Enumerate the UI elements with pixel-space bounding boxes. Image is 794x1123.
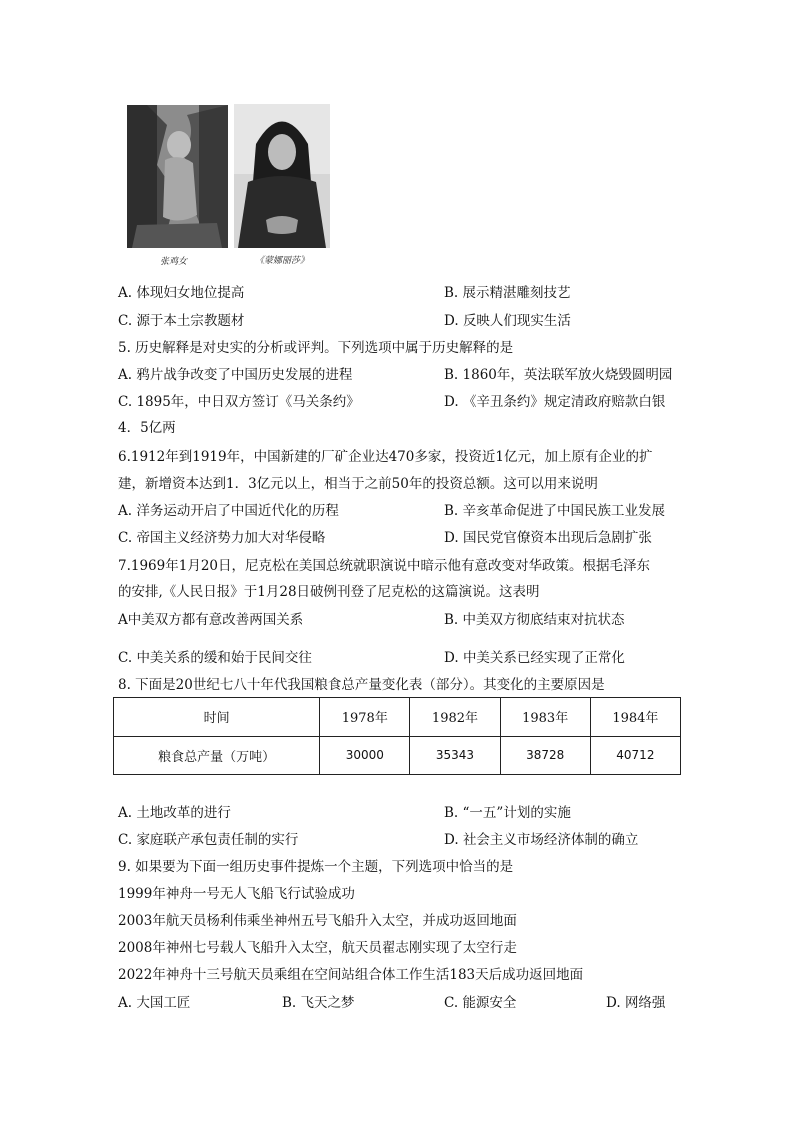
q9-option-b[interactable] [282, 991, 355, 1011]
option-label: A. [118, 367, 133, 383]
option-text: 帝国主义经济势力加大对华侵略 [136, 530, 326, 546]
option-text: 反映人们现实生活 [462, 313, 571, 329]
q7-option-c[interactable] [118, 646, 312, 666]
mona-lisa-photo [234, 104, 330, 248]
table-cell: 40712 [590, 736, 680, 775]
option-label: A. [118, 503, 133, 519]
q6-option-c[interactable] [118, 526, 325, 546]
q9-event: 2003年航天员杨利伟乘坐神州五号飞船升入太空，并成功返回地面 [118, 913, 517, 929]
grain-output-table [113, 697, 681, 775]
table-header-cell: 1982年 [410, 698, 500, 737]
q7-stem-line2: 的安排,《人民日报》于1月28日破例刊登了尼克松的这篇演说。这表明 [118, 584, 540, 600]
option-label: A. [118, 995, 133, 1011]
q4-option-b[interactable] [444, 281, 571, 301]
q8-option-b[interactable] [444, 801, 571, 821]
table-header-cell: 1983年 [500, 698, 590, 737]
q9-event: 2008年神州七号载人飞船升入太空，航天员翟志刚实现了太空行走 [118, 940, 517, 956]
option-text: 《辛丑条约》规定清政府赔款白银 [462, 394, 666, 410]
option-label: C. [118, 530, 133, 546]
option-text: 辛亥革命促进了中国民族工业发展 [462, 503, 666, 519]
q9-event: 1999年神舟一号无人飞船飞行试验成功 [118, 886, 355, 902]
option-label: C. [444, 995, 459, 1011]
table-row [114, 736, 681, 775]
q5-option-d-wrap: 4．5亿两 [118, 420, 176, 436]
option-label: B. [444, 367, 459, 383]
q7-option-b[interactable] [444, 608, 625, 628]
option-text: “一五”计划的实施 [462, 805, 571, 821]
q7-option-a[interactable] [118, 608, 303, 628]
q9-option-a[interactable] [118, 991, 190, 1011]
q9-option-d[interactable] [606, 991, 665, 1011]
q8-option-d[interactable] [444, 828, 638, 848]
option-label: C. [118, 394, 133, 410]
q4-option-d[interactable] [444, 309, 571, 329]
option-text: 1860年，英法联军放火烧毁圆明园 [462, 367, 673, 383]
table-cell: 38728 [500, 736, 590, 775]
q9-event: 2022年神舟十三号航天员乘组在空间站组合体工作生活183天后成功返回地面 [118, 967, 584, 983]
statue-caption: 张鸡女 [160, 257, 188, 267]
q4-option-a[interactable] [118, 281, 244, 301]
q6-option-a[interactable] [118, 499, 339, 519]
option-text: 中美双方彻底结束对抗状态 [462, 612, 625, 628]
option-text: 体现妇女地位提高 [136, 285, 245, 301]
q6-option-d[interactable] [444, 526, 652, 546]
option-text: 1895年，中日双方签订《马关条约》 [136, 394, 360, 410]
q6-option-b[interactable] [444, 499, 665, 519]
option-text: 展示精湛雕刻技艺 [462, 285, 571, 301]
option-label: B. [444, 285, 459, 301]
option-label: B. [282, 995, 297, 1011]
option-label: C. [118, 313, 133, 329]
q4-option-c[interactable] [118, 309, 244, 329]
q5-option-d[interactable] [444, 390, 665, 410]
q7-stem-line1: 7.1969年1月20日，尼克松在美国总统就职演说中暗示他有意改变对华政策。根据毛泽东 [118, 558, 651, 574]
option-text: 国民党官僚资本出现后急剧扩张 [462, 530, 652, 546]
table-cell: 粮食总产量（万吨） [114, 736, 320, 775]
option-label: D. [444, 394, 459, 410]
table-header-row [114, 698, 681, 737]
table-header-cell: 时间 [114, 698, 320, 737]
option-label: B. [444, 612, 459, 628]
q7-option-d[interactable] [444, 646, 625, 666]
table-header-cell: 1978年 [320, 698, 410, 737]
option-label: C. [118, 832, 133, 848]
option-text: 中美关系已经实现了正常化 [462, 650, 625, 666]
option-text: 大国工匠 [136, 995, 191, 1011]
option-text: 鸦片战争改变了中国历史发展的进程 [136, 367, 353, 383]
option-label: D. [444, 832, 459, 848]
option-label: C. [118, 650, 133, 666]
option-text: 洋务运动开启了中国近代化的历程 [136, 503, 339, 519]
option-label: A. [118, 805, 133, 821]
option-text: 家庭联产承包责任制的实行 [136, 832, 299, 848]
option-label: B. [444, 805, 459, 821]
option-text: 土地改革的进行 [136, 805, 231, 821]
option-label: D. [444, 313, 459, 329]
option-label: D. [606, 995, 621, 1011]
option-label: D. [444, 530, 459, 546]
table-header-cell: 1984年 [590, 698, 680, 737]
option-label: B. [444, 503, 459, 519]
option-label: A. [118, 285, 133, 301]
q5-option-c[interactable] [118, 390, 360, 410]
q6-stem-line1: 6.1912年到1919年，中国新建的厂矿企业达470多家，投资近1亿元，加上原有企业的扩 [118, 449, 653, 465]
option-text: 网络强 [624, 995, 666, 1011]
q5-option-b[interactable] [444, 363, 672, 383]
option-text: 源于本土宗教题材 [136, 313, 245, 329]
table-cell: 30000 [320, 736, 410, 775]
option-text: 社会主义市场经济体制的确立 [462, 832, 639, 848]
option-text: 飞天之梦 [300, 995, 355, 1011]
q9-stem: 9. 如果要为下面一组历史事件提炼一个主题，下列选项中恰当的是 [118, 859, 514, 875]
option-label: D. [444, 650, 459, 666]
q8-option-a[interactable] [118, 801, 231, 821]
q8-stem: 8. 下面是20世纪七八十年代我国粮食总产量变化表（部分）。其变化的主要原因是 [118, 677, 605, 693]
option-text: 中美关系的缓和始于民间交往 [136, 650, 312, 666]
option-label: A [118, 612, 128, 628]
q5-stem: 5. 历史解释是对史实的分析或评判。下列选项中属于历史解释的是 [118, 340, 514, 356]
option-text: 能源安全 [462, 995, 517, 1011]
q6-stem-line2: 建，新增资本达到1．3亿元以上，相当于之前50年的投资总额。这可以用来说明 [118, 476, 598, 492]
q9-option-c[interactable] [444, 991, 516, 1011]
q5-option-a[interactable] [118, 363, 352, 383]
mona-lisa-caption: 《蒙娜丽莎》 [255, 256, 310, 266]
statue-photo [127, 105, 228, 248]
option-text: 中美双方都有意改善两国关系 [127, 612, 304, 628]
table-cell: 35343 [410, 736, 500, 775]
q8-option-c[interactable] [118, 828, 298, 848]
